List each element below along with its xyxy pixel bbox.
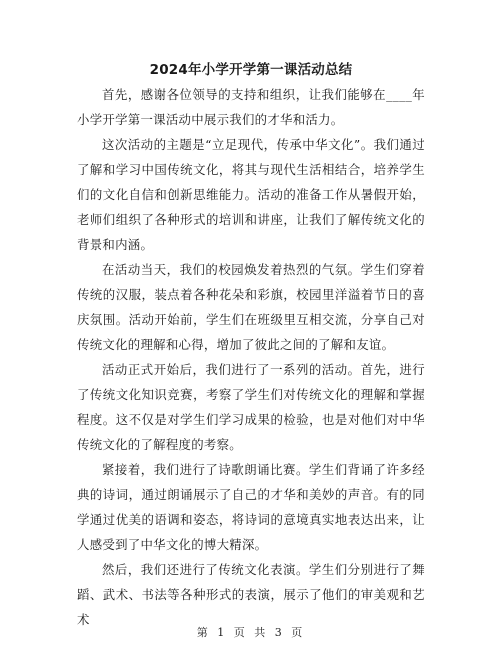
paragraph: 在活动当天，我们的校园焕发着热烈的气氛。学生们穿着传统的汉服，装点着各种花朵和彩旗，校园里洋溢着节日的喜庆氛围。活动开始前，学生们在班级里互相交流，分享自己对传统文化的理解和心得，增加了彼此之间的了解和友谊。 [77,262,425,352]
paragraph: 活动正式开始后，我们进行了一系列的活动。首先，进行了传统文化知识竞赛，考察了学生们对传统文化的理解和掌握程度。这不仅是对学生们学习成果的检验，也是对他们对中华传统文化的了解程度的考察。 [77,362,425,452]
paragraph: 首先，感谢各位领导的支持和组织，让我们能够在____年小学开学第一课活动中展示我们的才华和活力。 [77,87,425,127]
paragraph: 然后，我们还进行了传统文化表演。学生们分别进行了舞蹈、武术、书法等各种形式的表演，展示了他们的审美观和艺术 [77,562,425,627]
document-body [77,82,425,632]
paragraph: 这次活动的主题是“立足现代，传承中华文化”。我们通过了解和学习中国传统文化，将其与现代生活相结合，培养学生们的文化自信和创新思维能力。活动的准备工作从暑假开始，老师们组织了各种形式的培训和讲座，让我们了解传统文化的背景和内涵。 [77,137,425,252]
page-footer: 第 1 页 共 3 页 [196,626,306,639]
paragraph: 紧接着，我们进行了诗歌朗诵比赛。学生们背诵了许多经典的诗词，通过朗诵展示了自己的才华和美妙的声音。有的同学通过优美的语调和姿态，将诗词的意境真实地表达出来，让人感受到了中华文化的博大精深。 [77,462,425,552]
document-title: 2024年小学开学第一课活动总结 [149,62,353,78]
